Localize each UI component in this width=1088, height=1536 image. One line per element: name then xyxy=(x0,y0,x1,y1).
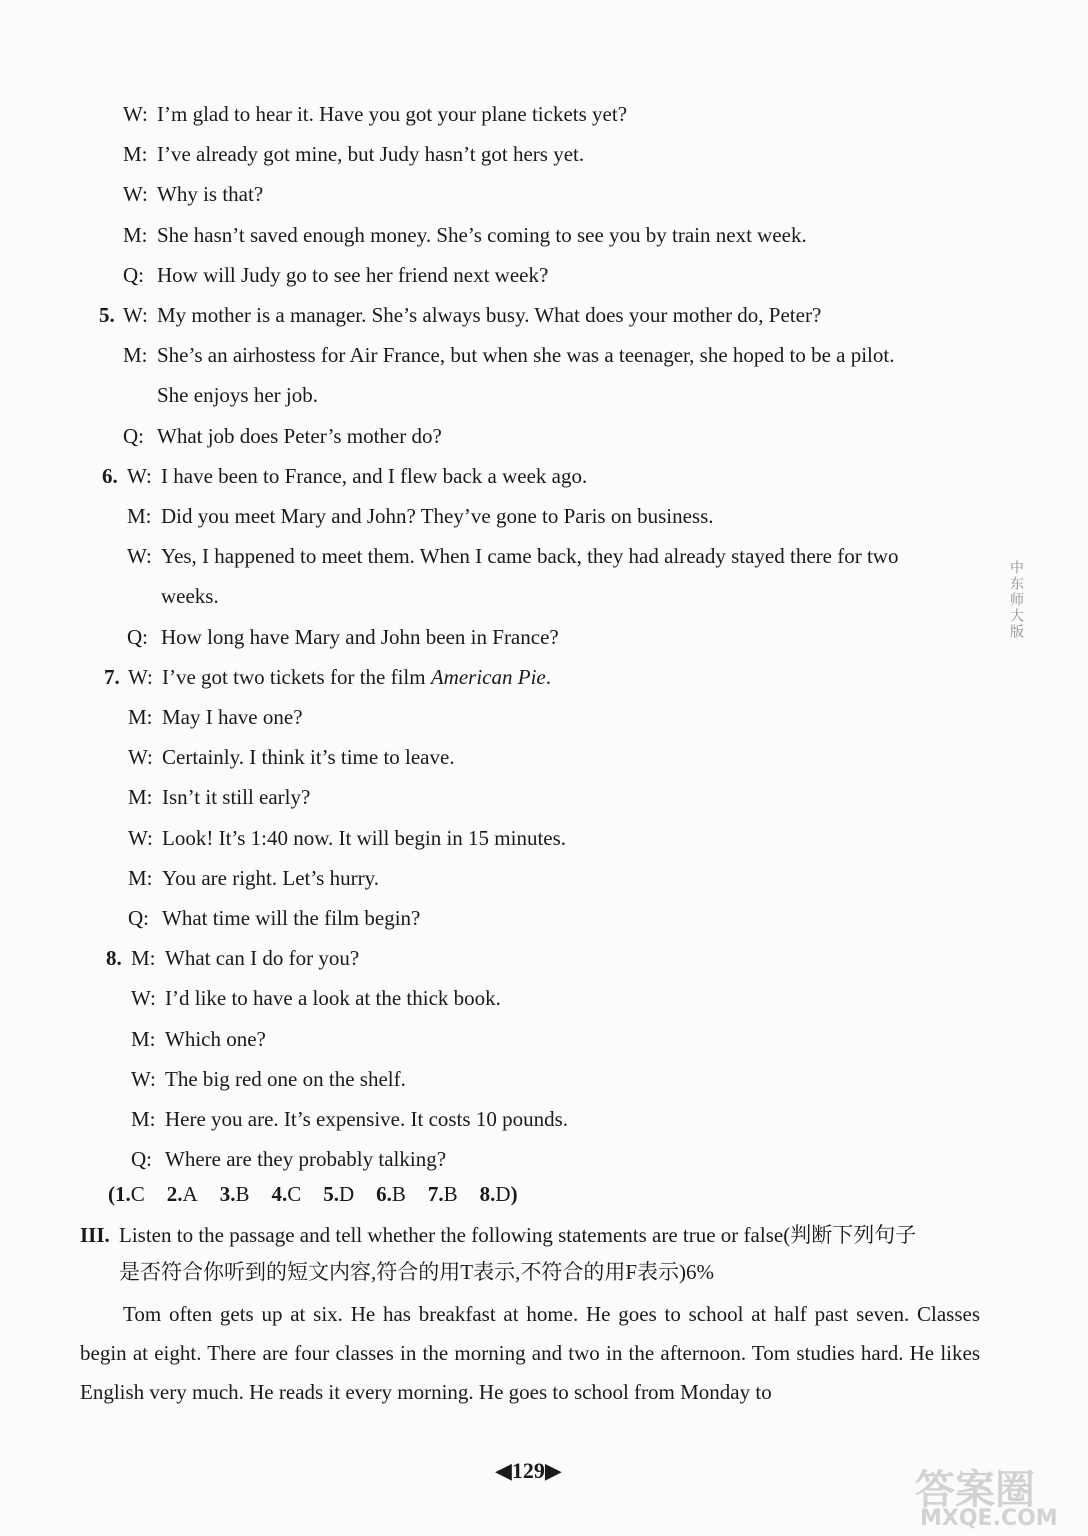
answer-number: 5. xyxy=(323,1182,339,1206)
answer-item xyxy=(271,1182,301,1206)
dialog-line xyxy=(131,1065,406,1093)
speaker-label: W: xyxy=(123,303,148,327)
speaker-label: W: xyxy=(131,986,156,1011)
dialog-line xyxy=(128,904,420,932)
answer-letter: B xyxy=(391,1182,406,1206)
dialog-text: What time will the film begin? xyxy=(162,906,421,930)
answer-number: 8. xyxy=(479,1182,496,1206)
speaker-label: W: xyxy=(127,463,152,488)
speaker-label: M: xyxy=(128,865,153,890)
dialog-line xyxy=(128,703,303,731)
dialog-text: Which one? xyxy=(165,1026,266,1051)
speaker-label: Q: xyxy=(123,423,144,448)
dialog-text: She’s an airhostess for Air France, but when she was a teenager, she hoped to be a pilot. xyxy=(157,343,895,368)
dialog-text: Did you meet Mary and John? They’ve gone to Paris on business. xyxy=(161,504,714,528)
dialog-line xyxy=(128,864,379,892)
answer-item xyxy=(323,1182,354,1206)
answer-item xyxy=(115,1182,145,1206)
dialog-text-end: . xyxy=(545,664,551,689)
dialog-text: What can I do for you? xyxy=(165,946,360,971)
dialog-line xyxy=(123,140,584,168)
dialog-text: Certainly. I think it’s time to leave. xyxy=(162,745,455,770)
dialog-text: I’m glad to hear it. Have you got your plane tickets yet? xyxy=(157,102,628,126)
dialog-line xyxy=(102,462,588,490)
answer-number: 3. xyxy=(219,1182,236,1206)
answer-key xyxy=(108,1180,518,1208)
watermark-title: 答案圈 xyxy=(915,1467,1035,1513)
dialog-line xyxy=(123,261,548,289)
dialog-line xyxy=(106,944,360,972)
answer-letter: D xyxy=(338,1182,355,1206)
speaker-label: W: xyxy=(128,745,153,770)
answer-number: 6. xyxy=(376,1182,392,1206)
speaker-label: W: xyxy=(128,825,153,850)
page-prev-arrow-icon: ◀ xyxy=(495,1458,512,1483)
dialog-text: Why is that? xyxy=(157,182,264,207)
answer-item xyxy=(480,1182,511,1206)
dialog-line xyxy=(123,422,442,450)
dialog-line xyxy=(127,542,898,570)
dialog-text: The big red one on the shelf. xyxy=(165,1066,406,1091)
question-number: 5. xyxy=(99,303,115,327)
answer-open-paren: ( xyxy=(108,1182,115,1206)
dialog-text: I’d like to have a look at the thick book. xyxy=(165,986,501,1011)
dialog-text: Isn’t it still early? xyxy=(162,785,311,810)
speaker-label: M: xyxy=(123,222,148,247)
dialog-line xyxy=(99,301,822,329)
speaker-label: Q: xyxy=(131,1147,152,1172)
passage-paragraph xyxy=(80,1295,980,1412)
dialog-text: May I have one? xyxy=(162,705,303,729)
side-edition-label: 中东师大版 xyxy=(1008,560,1023,640)
dialog-text: I’ve got two tickets for the film xyxy=(162,664,431,689)
speaker-label: Q: xyxy=(123,262,144,287)
dialog-text: My mother is a manager. She’s always busy. What does your mother do, Peter? xyxy=(157,303,822,327)
answer-item xyxy=(167,1182,198,1206)
question-number: 6. xyxy=(102,463,118,488)
speaker-label: M: xyxy=(131,1026,156,1051)
dialog-line xyxy=(131,1105,568,1133)
dialog-text: You are right. Let’s hurry. xyxy=(162,865,379,890)
passage-text: Tom often gets up at six. He has breakfast at home. He goes to school at half past seven. Classes begin at eight. There are four classes in the morning and two in the afternoon. Tom studies hard. He likes English very much. He reads it every morning. He goes to school from Monday to xyxy=(80,1302,980,1404)
question-number: 8. xyxy=(106,946,122,971)
answer-letter: A xyxy=(182,1182,198,1206)
speaker-label: Q: xyxy=(127,624,148,649)
speaker-label: W: xyxy=(131,1066,156,1091)
dialog-text: I have been to France, and I flew back a week ago. xyxy=(161,463,588,488)
dialog-line xyxy=(104,663,551,691)
dialog-line xyxy=(123,221,807,249)
speaker-label: M: xyxy=(128,785,153,810)
watermark-domain: MXQE.COM xyxy=(920,1506,1058,1531)
dialog-text: She hasn’t saved enough money. She’s coming to see you by train next week. xyxy=(157,222,807,247)
answer-letter: B xyxy=(443,1182,458,1206)
dialog-text: Here you are. It’s expensive. It costs 10 pounds. xyxy=(165,1107,568,1131)
dialog-line xyxy=(127,623,559,651)
speaker-label: M: xyxy=(131,946,156,971)
dialog-text: She enjoys her job. xyxy=(157,383,318,408)
speaker-label: Q: xyxy=(128,906,149,930)
answer-number: 7. xyxy=(427,1182,444,1206)
answer-close-paren: ) xyxy=(510,1182,518,1206)
answer-number: 1. xyxy=(115,1182,131,1206)
answer-item xyxy=(220,1182,250,1206)
dialog-line xyxy=(131,1145,446,1173)
answer-letter: D xyxy=(495,1182,511,1206)
dialog-line xyxy=(127,582,219,610)
dialog-line xyxy=(123,100,627,128)
question-number: 7. xyxy=(104,664,120,689)
dialog-line xyxy=(123,381,318,409)
dialog-text: Yes, I happened to meet them. When I came back, they had already stayed there for two xyxy=(161,544,899,569)
speaker-label: W: xyxy=(123,182,148,207)
dialog-text: How will Judy go to see her friend next week? xyxy=(157,262,549,287)
answer-letter: C xyxy=(130,1182,145,1206)
page-number-text: 129 xyxy=(511,1458,545,1483)
section-numeral: III. xyxy=(80,1223,110,1247)
film-title: American Pie xyxy=(430,664,546,689)
dialog-line xyxy=(131,984,501,1012)
answer-letter: C xyxy=(287,1182,302,1206)
section-instruction-line2: 是否符合你听到的短文内容,符合的用T表示,不符合的用F表示)6% xyxy=(119,1260,714,1284)
speaker-label: M: xyxy=(131,1107,156,1131)
dialog-text: weeks. xyxy=(161,584,219,609)
answer-letter: B xyxy=(235,1182,250,1206)
answer-number: 2. xyxy=(166,1182,183,1206)
section-instruction-line1: Listen to the passage and tell whether the following statements are true or false(判断下列句子 xyxy=(119,1223,917,1247)
answer-item xyxy=(376,1182,406,1206)
speaker-label: M: xyxy=(123,142,148,167)
dialog-line xyxy=(131,1025,266,1053)
dialog-text: What job does Peter’s mother do? xyxy=(157,423,442,448)
dialog-line xyxy=(127,502,714,530)
speaker-label: W: xyxy=(123,102,148,126)
speaker-label: M: xyxy=(123,343,148,368)
speaker-label: M: xyxy=(127,504,152,528)
dialog-text: I’ve already got mine, but Judy hasn’t got hers yet. xyxy=(157,142,585,167)
dialog-text: Where are they probably talking? xyxy=(165,1147,447,1172)
answer-item xyxy=(428,1182,458,1206)
speaker-label: W: xyxy=(127,544,152,569)
dialog-line xyxy=(123,180,263,208)
page-next-arrow-icon: ▶ xyxy=(544,1458,562,1483)
answer-number: 4. xyxy=(271,1182,288,1206)
speaker-label: M: xyxy=(128,705,153,729)
speaker-label: W: xyxy=(128,664,153,689)
dialog-line xyxy=(128,783,310,811)
dialog-text: Look! It’s 1:40 now. It will begin in 15 minutes. xyxy=(162,825,567,850)
dialog-text: How long have Mary and John been in France? xyxy=(161,624,559,649)
dialog-line xyxy=(123,341,894,369)
dialog-line xyxy=(128,743,455,771)
dialog-line xyxy=(128,824,566,852)
page-number xyxy=(495,1458,562,1484)
